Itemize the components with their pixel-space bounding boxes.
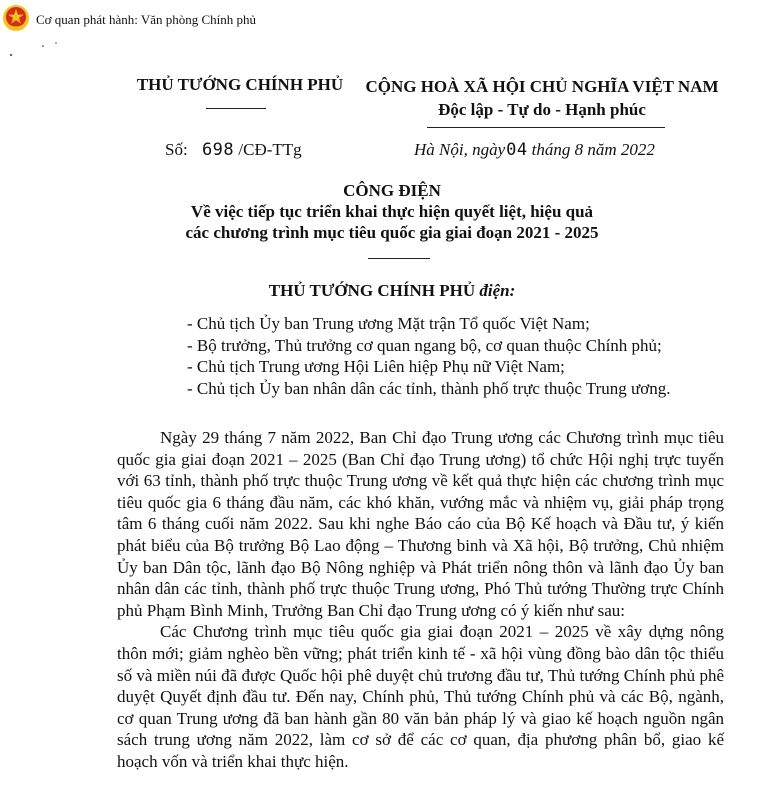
date-place: Hà Nội, ngày bbox=[414, 140, 506, 159]
document-date bbox=[414, 140, 655, 160]
recipient-item: - Chủ tịch Ủy ban Trung ương Mặt trận Tổ quốc Việt Nam; bbox=[187, 314, 590, 333]
document-body bbox=[117, 427, 724, 773]
number-value: 698 bbox=[201, 140, 235, 160]
recipient-item: - Chủ tịch Ủy ban nhân dân các tỉnh, thành phố trực thuộc Trung ương. bbox=[187, 378, 671, 398]
recipient-list bbox=[187, 313, 767, 399]
motto-underline bbox=[427, 127, 665, 128]
recipient-item: - Bộ trưởng, Thủ trưởng cơ quan ngang bộ, cơ quan thuộc Chính phủ; bbox=[187, 335, 662, 355]
document-number bbox=[165, 140, 302, 160]
subject-line-1: Về việc tiếp tục triển khai thực hiện quyết liệt, hiệu quả bbox=[190, 202, 594, 221]
date-month-year: tháng 8 năm 2022 bbox=[531, 140, 655, 159]
sender-name: THỦ TƯỚNG CHÍNH PHỦ bbox=[268, 281, 476, 300]
national-title bbox=[356, 75, 728, 121]
issuer-bar bbox=[0, 0, 784, 38]
sender-verb: điện: bbox=[479, 281, 516, 300]
scan-specks bbox=[0, 38, 200, 78]
title-underline bbox=[368, 258, 430, 259]
organization-name: THỦ TƯỚNG CHÍNH PHỦ bbox=[136, 75, 344, 94]
date-day: 04 bbox=[506, 140, 528, 160]
organization-underline bbox=[206, 108, 266, 109]
body-paragraph: Các Chương trình mục tiêu quốc gia giai đoạn 2021 – 2025 về xây dựng nông thôn mới; giảm nghèo bền vững; phát triển kinh tế - xã hội vùng đồng bào dân tộc thiểu số và miền núi đã được Quốc hội phê duyệt chủ trương đầu tư, Thủ tướng Chính phủ phê duyệt Quyết định đầu tư. Đến nay, Chính phủ, Thủ tướng Chính phủ và các Bộ, ngành, cơ quan Trung ương đã ban hành gần 80 văn bản pháp lý và giao kế hoạch nguồn ngân sách trung ương năm 2022, làm cơ sở để các cơ quan, địa phương phân bổ, giao kế hoạch vốn và triển khai thực hiện. bbox=[117, 622, 724, 771]
subject-line-2: các chương trình mục tiêu quốc gia giai đoạn 2021 - 2025 bbox=[185, 223, 599, 242]
issuer-line: Cơ quan phát hành: Văn phòng Chính phủ bbox=[36, 12, 257, 27]
country-name: CỘNG HOÀ XÃ HỘI CHỦ NGHĨA VIỆT NAM bbox=[365, 77, 719, 96]
number-suffix: /CĐ-TTg bbox=[238, 140, 302, 159]
national-emblem-icon bbox=[2, 4, 30, 32]
recipient-item: - Chủ tịch Trung ương Hội Liên hiệp Phụ nữ Việt Nam; bbox=[187, 357, 565, 376]
sender-line bbox=[0, 281, 784, 301]
document-type: CÔNG ĐIỆN bbox=[343, 181, 441, 200]
body-paragraph: Ngày 29 tháng 7 năm 2022, Ban Chỉ đạo Trung ương các Chương trình mục tiêu quốc gia giai đoạn 2021 – 2025 (Ban Chỉ đạo Trung ương) tổ chức Hội nghị trực tuyến với 63 tỉnh, thành phố trực thuộc Trung ương về kết quả thực hiện các chương trình mục tiêu quốc gia 6 tháng đầu năm, các khó khăn, vướng mắc và nhiệm vụ, giải pháp trọng tâm 6 tháng cuối năm 2022. Sau khi nghe Báo cáo của Bộ Kế hoạch và Đầu tư, ý kiến phát biểu của Bộ trưởng Bộ Lao động – Thương binh và Xã hội, Bộ trưởng, Chủ nhiệm Ủy ban Dân tộc, lãnh đạo Bộ Nông nghiệp và Phát triển nông thôn và lãnh đạo Ủy ban nhân dân các tỉnh, thành phố trực thuộc Trung ương, Phó Thủ tướng Thường trực Chính phủ Phạm Bình Minh, Trưởng Ban Chỉ đạo Trung ương có ý kiến như sau: bbox=[117, 428, 724, 620]
national-motto: Độc lập - Tự do - Hạnh phúc bbox=[438, 100, 646, 119]
number-prefix: Số: bbox=[165, 140, 188, 159]
document-title bbox=[0, 180, 784, 243]
